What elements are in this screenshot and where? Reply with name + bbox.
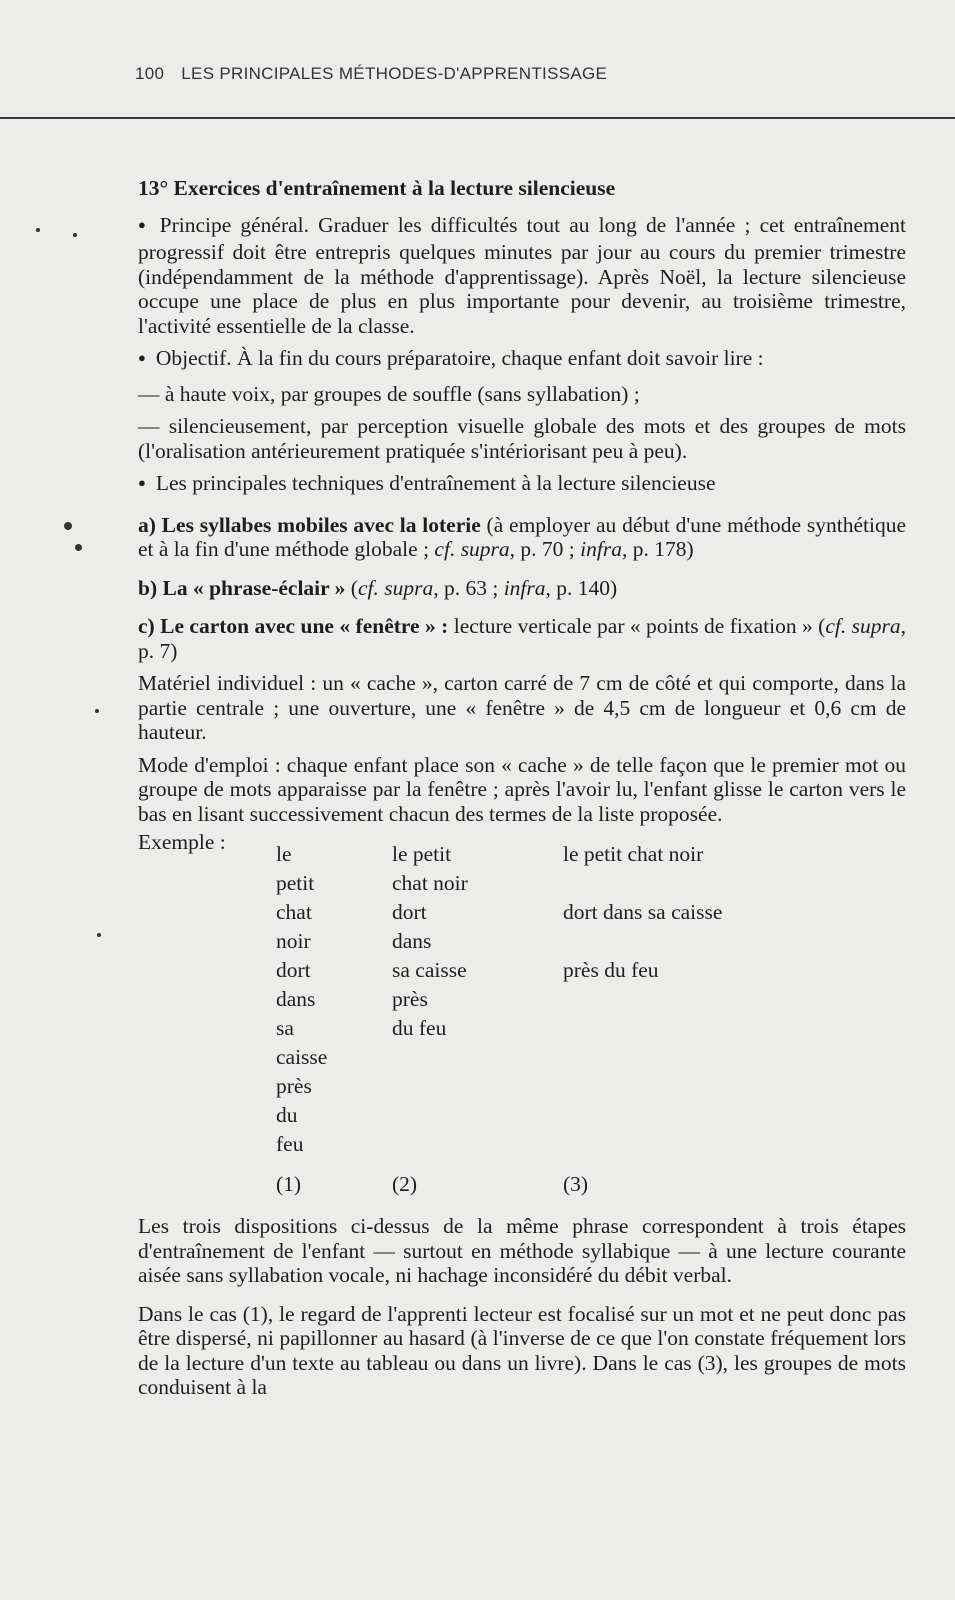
- example-column-2: [392, 840, 468, 1043]
- section-heading: [138, 176, 906, 201]
- technique-b-text3: , p. 140): [545, 575, 618, 600]
- example-group: du feu: [392, 1016, 447, 1040]
- technique-c-label: c) Le carton avec une « fenêtre » :: [138, 614, 449, 638]
- example-phrase: le petit chat noir: [563, 842, 704, 866]
- example-word: près: [276, 1074, 312, 1098]
- example-phrase: [563, 869, 722, 898]
- column-number-2: (2): [392, 1172, 418, 1196]
- example-column-3: [563, 840, 722, 985]
- running-header: [135, 64, 607, 84]
- scan-speck: [75, 544, 82, 551]
- objectif-paragraph: ● Objectif. À la fin du cours préparatoire, chaque enfant doit savoir lire :: [138, 346, 906, 374]
- section-title: Exercices d'entraînement à la lecture silencieuse: [173, 176, 616, 200]
- example-word: du: [276, 1103, 298, 1127]
- column-number-1: (1): [276, 1172, 302, 1196]
- example-word: feu: [276, 1132, 304, 1156]
- scan-speck: [73, 233, 77, 237]
- technique-a: [138, 513, 906, 562]
- example-group: sa caisse: [392, 958, 467, 982]
- technique-b-text2: , p. 63 ;: [433, 575, 504, 600]
- cas-paragraph: Dans le cas (1), le regard de l'apprenti lecteur est focalisé sur un mot et ne peut donc pas être dispersé, ni papillonner au hasard (à l'inverse de ce que l'on constate fréquement lors de la lecture d'un texte au tableau ou dans un livre). Dans le cas (3), les groupes de mots conduisent à la: [138, 1301, 906, 1399]
- technique-c-text2: , p. 7): [138, 614, 907, 663]
- running-title: LES PRINCIPALES MÉTHODES-D'APPRENTISSAGE: [181, 64, 608, 83]
- column-number-3: (3): [563, 1172, 589, 1196]
- page-number: 100: [135, 64, 165, 83]
- technique-c: [138, 614, 906, 663]
- example-group: près: [392, 987, 428, 1011]
- example-phrase: près du feu: [563, 958, 659, 982]
- header-rule: [0, 117, 955, 119]
- objectif-item-1: — à haute voix, par groupes de souffle (sans syllabation) ;: [138, 381, 640, 406]
- technique-b-text: (: [345, 575, 358, 600]
- technique-a-cf: cf. supra: [434, 537, 510, 561]
- techniques-intro: ● Les principales techniques d'entraînement à la lecture silencieuse: [138, 471, 906, 499]
- technique-a-text3: , p. 178): [621, 537, 694, 561]
- technique-b-label: b) La « phrase-éclair »: [138, 575, 346, 600]
- example-group: le petit: [392, 842, 452, 866]
- example-word: chat: [276, 900, 312, 924]
- technique-a-text: (à employer au début d'une méthode synthétique et à la fin d'une méthode globale ;: [138, 512, 906, 561]
- technique-b: [138, 576, 906, 601]
- scan-speck: [95, 709, 99, 713]
- example-word: sa: [276, 1016, 294, 1040]
- technique-a-infra: infra: [580, 537, 622, 561]
- example-word: le: [276, 842, 292, 866]
- technique-c-text: lecture verticale par « points de fixation » (: [448, 614, 826, 638]
- scan-speck: [36, 228, 40, 232]
- principe-paragraph: ● Principe général. Graduer les difficultés tout au long de l'année ; cet entraînement progressif doit être entrepris quelques minutes par jour au cours du premier trimestre (indépendamment de la méthode d'apprentissage). Après Noël, la lecture silencieuse occupe une place de plus en plus importante pour devenir, au troisième trimestre, l'activité essentielle de la classe.: [138, 213, 906, 339]
- section-number: 13°: [138, 176, 169, 200]
- scan-speck: [64, 522, 72, 530]
- technique-c-cf: cf. supra: [825, 614, 901, 638]
- example-word: noir: [276, 929, 311, 953]
- example-group: dans: [392, 929, 432, 953]
- mode-emploi-paragraph: Mode d'emploi : chaque enfant place son « cache » de telle façon que le premier mot ou groupe de mots apparaisse par la fenêtre ; après l'avoir lu, l'enfant glisse le carton vers le bas en lisant successivement chacun des termes de la liste proposée.: [138, 752, 906, 826]
- example-word: caisse: [276, 1045, 328, 1069]
- page-body: [138, 176, 906, 1400]
- example-group: chat noir: [392, 871, 468, 895]
- example-label: Exemple :: [138, 830, 226, 854]
- scan-speck: [97, 933, 101, 937]
- example-word: petit: [276, 871, 315, 895]
- technique-b-infra: infra: [503, 575, 546, 600]
- technique-a-text2: , p. 70 ;: [509, 537, 581, 561]
- trois-dispositions-paragraph: Les trois dispositions ci-dessus de la même phrase correspondent à trois étapes d'entraînement de l'enfant — surtout en méthode syllabique — à une lecture courante aisée sans syllabation vocale, ni hachage inconsidéré du débit verbal.: [138, 1214, 906, 1287]
- example-block: [138, 830, 906, 1200]
- technique-b-cf: cf. supra: [357, 575, 434, 600]
- example-group: dort: [392, 900, 427, 924]
- technique-a-label: a) Les syllabes mobiles avec la loterie: [138, 512, 481, 537]
- example-column-1: [276, 840, 327, 1159]
- example-word: dort: [276, 958, 311, 982]
- materiel-paragraph: Matériel individuel : un « cache », carton carré de 7 cm de côté et qui comporte, dans la partie centrale ; une ouverture, une « fenêtre » de 4,5 cm de longueur et 0,6 cm de hauteur.: [138, 671, 906, 744]
- example-word: dans: [276, 987, 316, 1011]
- objectif-item-2: — silencieusement, par perception visuelle globale des mots et des groupes de mots (l'oralisation antérieurement pratiquée s'intériorisant peu à peu).: [138, 414, 906, 463]
- example-phrase: dort dans sa caisse: [563, 900, 723, 924]
- example-phrase: [563, 927, 722, 956]
